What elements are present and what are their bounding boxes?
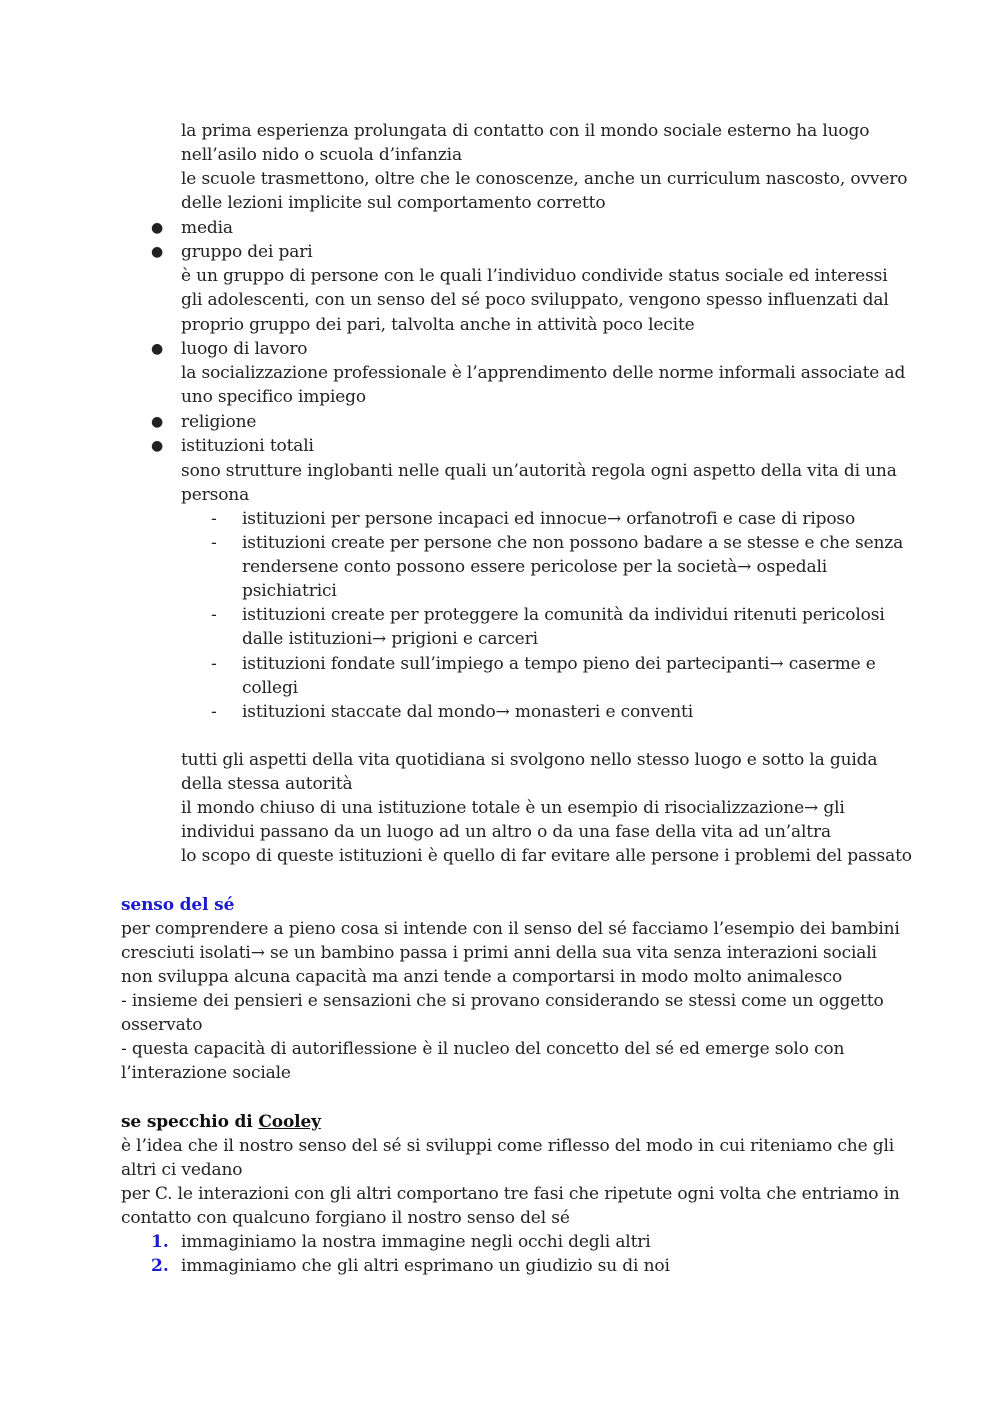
dash-marker: - <box>211 509 217 529</box>
bullet-item-media: media <box>181 218 233 238</box>
dash-marker: - <box>211 605 217 625</box>
heading-name-link: Cooley <box>258 1112 321 1132</box>
dash-item-line: dalle istituzioni→ prigioni e carceri <box>242 629 538 649</box>
text-line: per comprendere a pieno cosa si intende con il senso del sé facciamo l’esempio dei bambini <box>121 919 900 939</box>
text-line: della stessa autorità <box>181 774 353 794</box>
text-line: altri ci vedano <box>121 1160 243 1180</box>
text-line: - questa capacità di autoriflessione è il nucleo del concetto del sé ed emerge solo con <box>121 1039 845 1059</box>
dash-item-line: psichiatrici <box>242 581 337 601</box>
bullet-icon: ● <box>151 341 164 357</box>
text-line: le scuole trasmettono, oltre che le conoscenze, anche un curriculum nascosto, ovvero <box>181 169 908 189</box>
dash-item-line: istituzioni fondate sull’impiego a tempo pieno dei partecipanti→ caserme e <box>242 654 876 674</box>
section-heading-cooley <box>121 1110 321 1134</box>
dash-item-line: rendersene conto possono essere pericolose per la società→ ospedali <box>242 557 828 577</box>
bullet-item-gruppo: gruppo dei pari <box>181 242 313 262</box>
bullet-icon: ● <box>151 220 164 236</box>
numbered-item: immaginiamo la nostra immagine negli occhi degli altri <box>181 1232 651 1252</box>
text-line: contatto con qualcuno forgiano il nostro senso del sé <box>121 1208 570 1228</box>
text-line: - insieme dei pensieri e sensazioni che si provano considerando se stessi come un oggetto <box>121 991 884 1011</box>
text-line: gli adolescenti, con un senso del sé poco sviluppato, vengono spesso influenzati dal <box>181 290 889 310</box>
text-line: non sviluppa alcuna capacità ma anzi tende a comportarsi in modo molto animalesco <box>121 967 843 987</box>
bullet-item-lavoro: luogo di lavoro <box>181 339 308 359</box>
numbered-item: immaginiamo che gli altri esprimano un giudizio su di noi <box>181 1256 670 1276</box>
text-line: lo scopo di queste istituzioni è quello di far evitare alle persone i problemi del passato <box>181 846 912 866</box>
list-number: 1. <box>151 1232 169 1252</box>
text-line: cresciuti isolati→ se un bambino passa i primi anni della sua vita senza interazioni sociali <box>121 943 877 963</box>
text-line: proprio gruppo dei pari, talvolta anche in attività poco lecite <box>181 315 695 335</box>
dash-marker: - <box>211 702 217 722</box>
text-line: la socializzazione professionale è l’apprendimento delle norme informali associate ad <box>181 363 906 383</box>
text-line: nell’asilo nido o scuola d’infanzia <box>181 145 462 165</box>
text-line: la prima esperienza prolungata di contatto con il mondo sociale esterno ha luogo <box>181 121 870 141</box>
text-line: sono strutture inglobanti nelle quali un’autorità regola ogni aspetto della vita di una <box>181 461 897 481</box>
text-line: persona <box>181 485 250 505</box>
text-line: osservato <box>121 1015 203 1035</box>
dash-item-line: istituzioni create per persone che non possono badare a se stesse e che senza <box>242 533 904 553</box>
text-line: tutti gli aspetti della vita quotidiana si svolgono nello stesso luogo e sotto la guida <box>181 750 878 770</box>
text-line: è un gruppo di persone con le quali l’individuo condivide status sociale ed interessi <box>181 266 888 286</box>
dash-item-line: istituzioni per persone incapaci ed innocue→ orfanotrofi e case di riposo <box>242 509 856 529</box>
heading-prefix: se specchio di <box>121 1112 259 1132</box>
dash-marker: - <box>211 533 217 553</box>
bullet-item-istituzioni: istituzioni totali <box>181 436 314 456</box>
text-line: individui passano da un luogo ad un altro o da una fase della vita ad un’altra <box>181 822 831 842</box>
text-line: l’interazione sociale <box>121 1063 291 1083</box>
text-line: delle lezioni implicite sul comportamento corretto <box>181 193 606 213</box>
bullet-icon: ● <box>151 414 164 430</box>
bullet-icon: ● <box>151 438 164 454</box>
bullet-item-religione: religione <box>181 412 257 432</box>
dash-marker: - <box>211 654 217 674</box>
section-heading-senso: senso del sé <box>121 895 235 915</box>
dash-item-line: collegi <box>242 678 298 698</box>
list-number: 2. <box>151 1256 169 1276</box>
text-line: uno specifico impiego <box>181 387 366 407</box>
dash-item-line: istituzioni create per proteggere la comunità da individui ritenuti pericolosi <box>242 605 885 625</box>
dash-item-line: istituzioni staccate dal mondo→ monasteri e conventi <box>242 702 693 722</box>
text-line: il mondo chiuso di una istituzione totale è un esempio di risocializzazione→ gli <box>181 798 845 818</box>
text-line: è l’idea che il nostro senso del sé si sviluppi come riflesso del modo in cui riteniamo che gli <box>121 1136 895 1156</box>
text-line: per C. le interazioni con gli altri comportano tre fasi che ripetute ogni volta che entriamo in <box>121 1184 900 1204</box>
bullet-icon: ● <box>151 244 164 260</box>
